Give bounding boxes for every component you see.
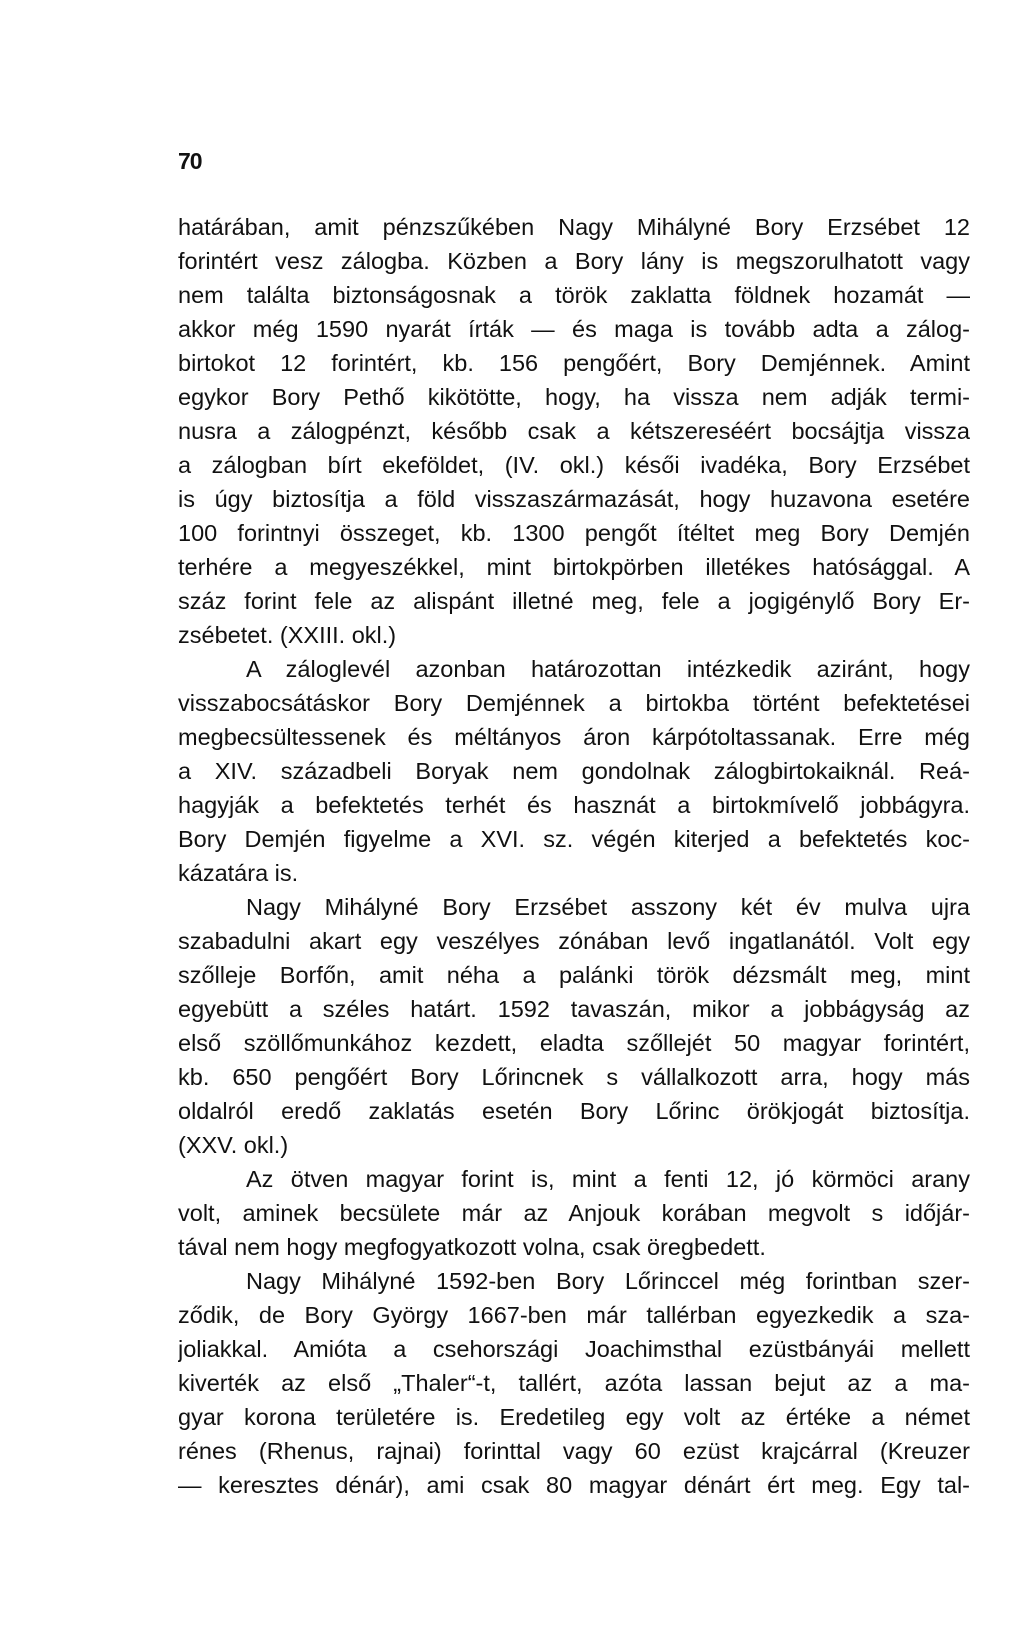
- text-line: terhére a megyeszékkel, mint birtokpörben illetékes hatósággal. A: [178, 554, 970, 580]
- text-line: Nagy Mihályné Bory Erzsébet asszony két év mulva ujra: [246, 894, 970, 920]
- text-line: szőlleje Borfőn, amit néha a palánki török dézsmált meg, mint: [178, 962, 970, 988]
- text-line: száz forint fele az alispánt illetné meg, fele a jogigénylő Bory Er-: [178, 588, 970, 614]
- text-line: szabadulni akart egy veszélyes zónában levő ingatlanától. Volt egy: [178, 928, 970, 954]
- text-line: is úgy biztosítja a föld visszaszármazását, hogy huzavona esetére: [178, 486, 970, 512]
- text-line: első szöllőmunkához kezdett, eladta szőllejét 50 magyar forintért,: [178, 1030, 970, 1056]
- text-line: zsébetet. (XXIII. okl.): [178, 622, 397, 648]
- text-line: hagyják a befektetés terhét és hasznát a birtokmívelő jobbágyra.: [178, 792, 970, 818]
- text-line: egyebütt a széles határt. 1592 tavaszán, mikor a jobbágyság az: [178, 996, 970, 1022]
- text-line: a XIV. századbeli Boryak nem gondolnak zálogbirtokaiknál. Reá-: [178, 758, 970, 784]
- text-line: gyar korona területére is. Eredetileg egy volt az értéke a német: [178, 1404, 970, 1430]
- text-line: rénes (Rhenus, rajnai) forinttal vagy 60 ezüst krajcárral (Kreuzer: [178, 1438, 970, 1464]
- text-line: — keresztes dénár), ami csak 80 magyar dénárt ért meg. Egy tal-: [178, 1472, 970, 1498]
- text-line: kb. 650 pengőért Bory Lőrincnek s vállalkozott arra, hogy más: [178, 1064, 970, 1090]
- text-line: határában, amit pénzszűkében Nagy Mihályné Bory Erzsébet 12: [178, 214, 970, 240]
- text-line: Bory Demjén figyelme a XVI. sz. végén kiterjed a befektetés koc-: [178, 826, 970, 852]
- text-line: A záloglevél azonban határozottan intézkedik aziránt, hogy: [246, 656, 970, 682]
- text-line: joliakkal. Amióta a csehországi Joachimsthal ezüstbányái mellett: [178, 1336, 970, 1362]
- text-line: 100 forintnyi összeget, kb. 1300 pengőt ítéltet meg Bory Demjén: [178, 520, 970, 546]
- text-line: Az ötven magyar forint is, mint a fenti 12, jó körmöci arany: [246, 1166, 970, 1192]
- text-line: oldalról eredő zaklatás esetén Bory Lőrinc örökjogát biztosítja.: [178, 1098, 970, 1124]
- text-line: kiverték az első „Thaler“-t, tallért, azóta lassan bejut az a ma-: [178, 1370, 970, 1396]
- text-line: a zálogban bírt ekeföldet, (IV. okl.) késői ivadéka, Bory Erzsébet: [178, 452, 970, 478]
- text-line: tával nem hogy megfogyatkozott volna, csak öregbedett.: [178, 1234, 766, 1260]
- text-line: visszabocsátáskor Bory Demjénnek a birtokba történt befektetései: [178, 690, 970, 716]
- text-line: megbecsültessenek és méltányos áron kárpótoltassanak. Erre még: [178, 724, 970, 750]
- text-line: egykor Bory Pethő kikötötte, hogy, ha vissza nem adják termi-: [178, 384, 970, 410]
- text-line: birtokot 12 forintért, kb. 156 pengőért, Bory Demjénnek. Amint: [178, 350, 970, 376]
- text-line: ződik, de Bory György 1667-ben már tallérban egyezkedik a sza-: [178, 1302, 970, 1328]
- body-text: [178, 210, 970, 1502]
- text-line: akkor még 1590 nyarát írták — és maga is tovább adta a zálog-: [178, 316, 970, 342]
- text-line: forintért vesz zálogba. Közben a Bory lány is megszorulhatott vagy: [178, 248, 970, 274]
- text-line: (XXV. okl.): [178, 1132, 289, 1158]
- text-line: volt, aminek becsülete már az Anjouk korában megvolt s időjár-: [178, 1200, 970, 1226]
- text-line: kázatára is.: [178, 860, 299, 886]
- text-line: nem találta biztonságosnak a török zaklatta földnek hozamát —: [178, 282, 970, 308]
- text-line: Nagy Mihályné 1592-ben Bory Lőrinccel még forintban szer-: [246, 1268, 970, 1294]
- text-line: nusra a zálogpénzt, később csak a kétszereséért bocsájtja vissza: [178, 418, 970, 444]
- page-number: 70: [178, 148, 202, 174]
